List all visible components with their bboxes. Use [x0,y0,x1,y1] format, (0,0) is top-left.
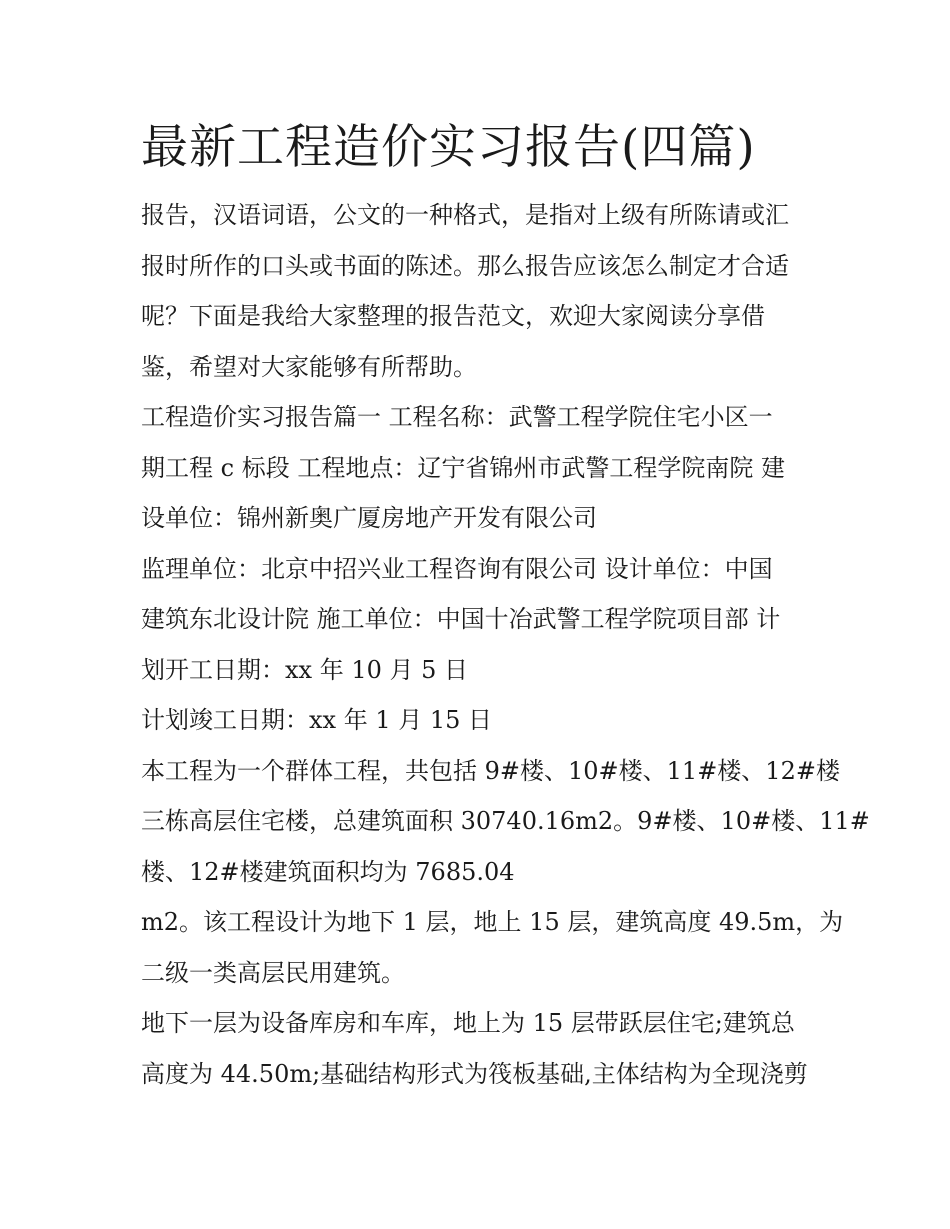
text-line: 鉴，希望对大家能够有所帮助。 [141,352,477,381]
text-line: 楼、12#楼建筑面积均为 7685.04 [141,857,515,886]
text-line: m2。该工程设计为地下 1 层，地上 15 层，建筑高度 49.5m，为 [141,908,844,936]
paragraph-project-info [141,392,821,544]
text-line: 地下一层为设备库房和车库，地上为 15 层带跃层住宅;建筑总 [141,1009,795,1037]
text-line: 期工程 c 标段 工程地点：辽宁省锦州市武警工程学院南院 建 [141,453,785,482]
text-line: 计划竣工日期：xx 年 1 月 15 日 [141,706,493,734]
paragraph-units [141,544,821,696]
text-line: 监理单位：北京中招兴业工程咨询有限公司 设计单位：中国 [141,554,773,583]
text-line: 呢？下面是我给大家整理的报告范文，欢迎大家阅读分享借 [141,302,765,330]
document-body [141,112,870,1099]
text-line: 高度为 44.50m;基础结构形式为筏板基础,主体结构为全现浇剪 [141,1059,808,1088]
text-line: 三栋高层住宅楼，总建筑面积 30740.16m2。9#楼、10#楼、11# [141,807,870,835]
text-line: 工程造价实习报告篇一 工程名称：武警工程学院住宅小区一 [141,403,773,431]
page-title: 最新工程造价实习报告(四篇) [141,120,756,175]
paragraph-buildings [141,746,870,898]
paragraph-structure [141,998,821,1099]
text-line: 设单位：锦州新奥广厦房地产开发有限公司 [141,504,597,532]
paragraph-design [141,897,844,998]
text-line: 本工程为一个群体工程，共包括 9#楼、10#楼、11#楼、12#楼 [141,756,840,785]
text-line: 二级一类高层民用建筑。 [141,958,405,987]
text-line: 建筑东北设计院 施工单位：中国十冶武警工程学院项目部 计 [141,605,781,633]
paragraph-intro [141,190,821,392]
text-line: 报告，汉语词语，公文的一种格式，是指对上级有所陈请或汇 [141,201,789,229]
text-line: 划开工日期：xx 年 10 月 5 日 [141,655,469,684]
paragraph-completion-date [141,695,821,746]
text-line: 报时所作的口头或书面的陈述。那么报告应该怎么制定才合适 [141,251,789,280]
